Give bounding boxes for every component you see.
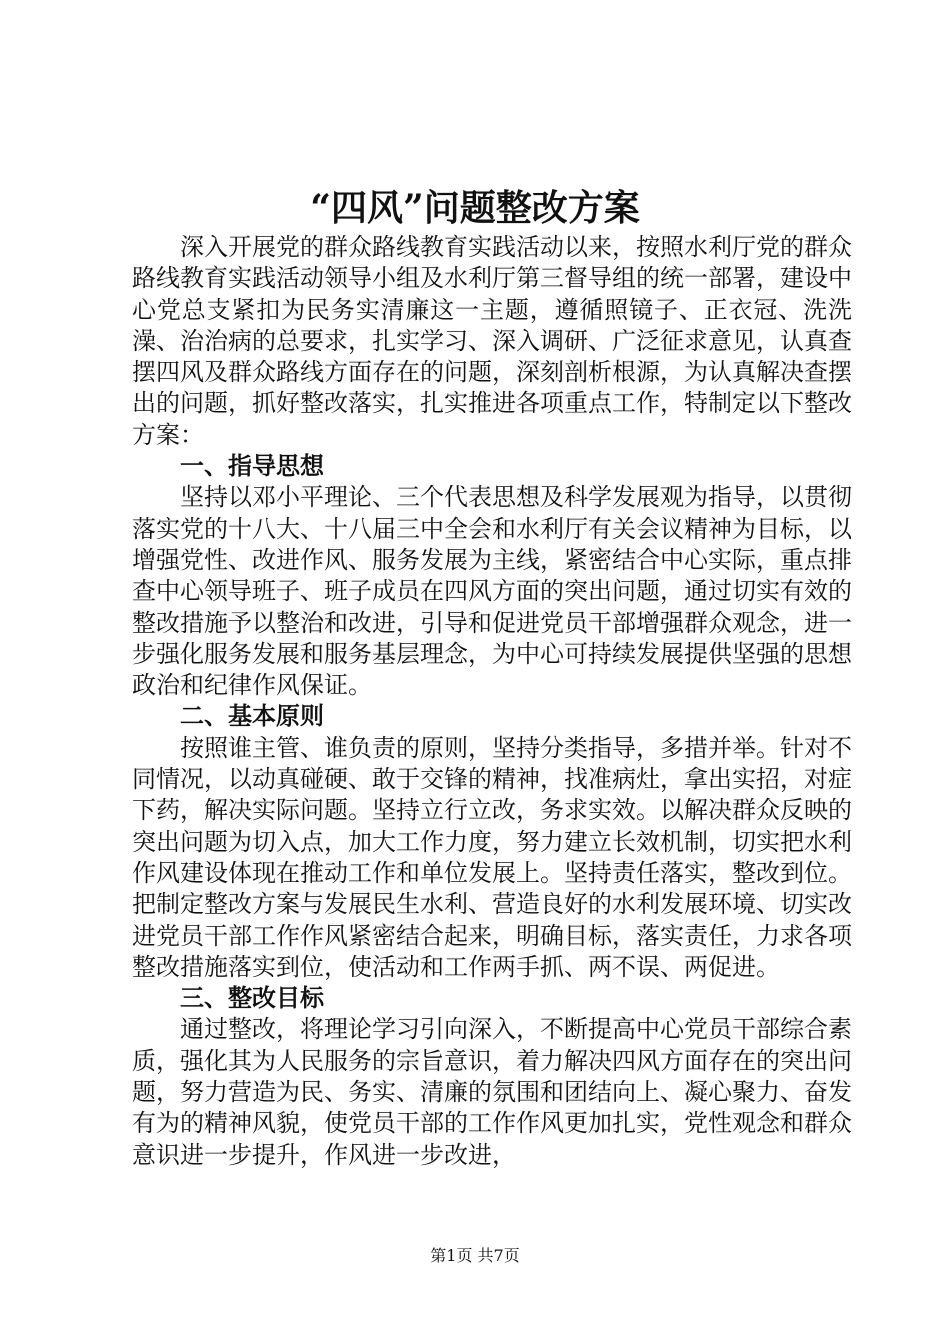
section-paragraph-guiding-thought: 坚持以邓小平理论、三个代表思想及科学发展观为指导，以贯彻落实党的十八大、十八届三中全会和水利厅有关会议精神为目标，以增强党性、改进作风、服务发展为主线，紧密结合中心实际，重点排查中心领导班子、班子成员在四风方面的突出问题，通过切实有效的整改措施予以整治和改进，引导和促进党员干部增强群众观念，进一步强化服务发展和服务基层理念，为中心可持续发展提供坚强的思想政治和纪律作风保证。 — [132, 483, 852, 700]
section-paragraph-basic-principles: 按照谁主管、谁负责的原则，坚持分类指导，多措并举。针对不同情况，以动真碰硬、敢于交锋的精神，找准病灶，拿出实招，对症下药，解决实际问题。坚持立行立改，务求实效。以解决群众反映的突出问题为切入点，加大工作力度，努力建立长效机制，切实把水利作风建设体现在推动工作和单位发展上。坚持责任落实，整改到位。把制定整改方案与发展民生水利、营造良好的水利发展环境、切实改进党员干部工作作风紧密结合起来，明确目标，落实责任，力求各项整改措施落实到位，使活动和工作两手抓、两不误、两促进。 — [132, 733, 852, 981]
page-number: 第1页 共7页 — [430, 1246, 520, 1265]
section-heading-basic-principles: 二、基本原则 — [180, 702, 324, 731]
page-title: “四风”问题整改方案 — [310, 187, 640, 229]
section-paragraph-rectification-goals: 通过整改，将理论学习引向深入，不断提高中心党员干部综合素质，强化其为人民服务的宗旨意识，着力解决四风方面存在的突出问题，努力营造为民、务实、清廉的氛围和团结向上、凝心聚力、奋发有为的精神风貌，使党员干部的工作作风更加扎实，党性观念和群众意识进一步提升，作风进一步改进， — [132, 1015, 852, 1169]
document-body — [132, 232, 852, 1171]
section-heading-rectification-goals: 三、整改目标 — [180, 984, 324, 1013]
intro-paragraph: 深入开展党的群众路线教育实践活动以来，按照水利厅党的群众路线教育实践活动领导小组及水利厅第三督导组的统一部署，建设中心党总支紧扣为民务实清廉这一主题，遵循照镜子、正衣冠、洗洗澡、治治病的总要求，扎实学习、深入调研、广泛征求意见，认真查摆四风及群众路线方面存在的问题，深刻剖析根源，为认真解决查摆出的问题，抓好整改落实，扎实推进各项重点工作，特制定以下整改方案： — [132, 233, 852, 449]
section-heading-guiding-thought: 一、指导思想 — [180, 452, 324, 481]
